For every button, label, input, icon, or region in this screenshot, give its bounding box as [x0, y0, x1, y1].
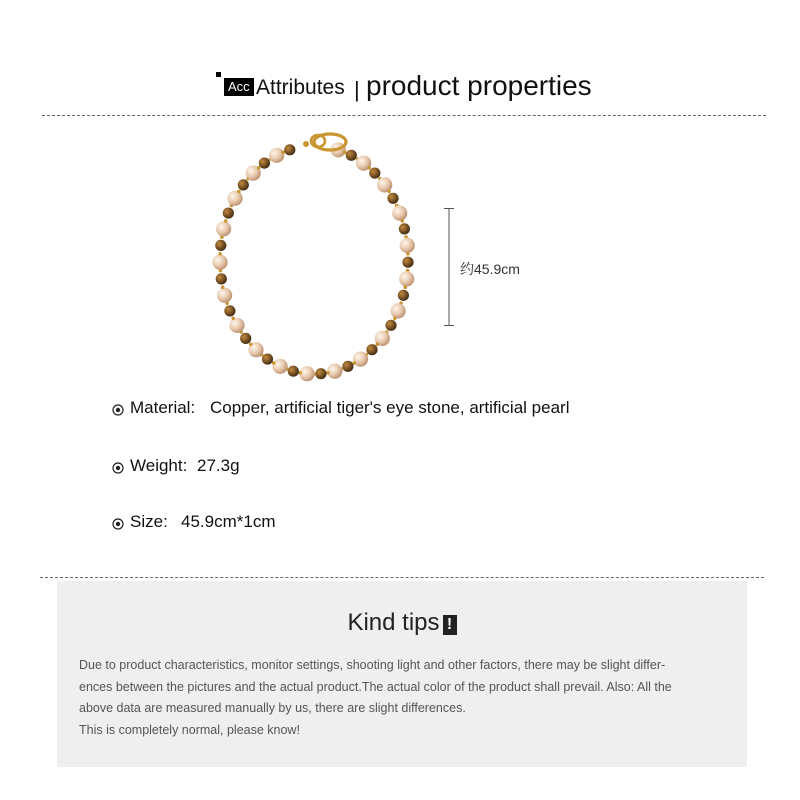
spec-row-size: [112, 512, 312, 538]
gold-spacer-bead: [257, 166, 261, 170]
spec-row-material: [112, 398, 572, 424]
tiger-eye-bead: [366, 344, 377, 355]
pearl-bead: [400, 238, 415, 253]
gold-spacer-bead: [224, 219, 228, 223]
pearl-bead: [212, 255, 227, 270]
tiger-eye-bead: [262, 354, 273, 365]
section-header: [0, 68, 800, 108]
tiger-eye-bead: [224, 305, 235, 316]
gold-spacer-bead: [401, 219, 405, 223]
gold-spacer-bead: [272, 361, 276, 365]
gold-spacer-bead: [406, 252, 410, 256]
page-title: product properties: [366, 70, 592, 101]
tiger-eye-bead: [259, 158, 270, 169]
gold-spacer-bead: [376, 343, 380, 347]
tiger-eye-bead: [216, 273, 227, 284]
gold-spacer-bead: [404, 285, 408, 289]
gold-spacer-bead: [393, 317, 397, 321]
target-bullet-icon: [112, 404, 124, 416]
gold-spacer-bead: [326, 371, 330, 375]
pearl-bead: [269, 148, 284, 163]
pearl-bead: [399, 271, 414, 286]
pearl-bead: [217, 288, 232, 303]
tiger-eye-bead: [315, 368, 326, 379]
spec-value: Copper, artificial tiger's eye stone, artificial pearl: [210, 398, 570, 417]
length-measure-line: [440, 208, 460, 326]
tiger-eye-bead: [402, 257, 413, 268]
pearl-bead: [392, 206, 407, 221]
bottom-divider: [40, 577, 764, 578]
tiger-eye-bead: [284, 144, 295, 155]
tiger-eye-bead: [288, 366, 299, 377]
gold-spacer-bead: [221, 285, 225, 289]
spec-key: Weight:: [130, 456, 188, 475]
spec-value: 45.9cm*1cm: [181, 512, 276, 531]
header-separator: |: [354, 77, 360, 102]
kind-tips-body: [79, 655, 739, 741]
gold-spacer-bead: [237, 190, 241, 194]
tiger-eye-bead: [387, 193, 398, 204]
pearl-bead: [327, 364, 342, 379]
kind-tips-title: [57, 609, 747, 637]
gold-spacer-bead: [387, 190, 391, 194]
tips-line: ences between the pictures and the actual product.The actual color of the product shall prevail. Also: All the: [79, 679, 672, 694]
length-measure-text: 约45.9cm: [460, 261, 520, 277]
tiger-eye-bead: [342, 361, 353, 372]
gold-spacer-bead: [231, 317, 235, 321]
gold-spacer-bead: [249, 343, 253, 347]
spec-key: Size:: [130, 512, 168, 531]
tiger-eye-bead: [385, 320, 396, 331]
spec-key: Material:: [130, 398, 196, 417]
header-badge: Acc: [224, 78, 254, 96]
tiger-eye-bead: [369, 168, 380, 179]
pearl-bead: [391, 303, 406, 318]
tips-line: above data are measured manually by us, there are slight differences.: [79, 701, 466, 715]
clasp: [303, 134, 346, 150]
tiger-eye-bead: [215, 240, 226, 251]
spec-value: 27.3g: [197, 456, 240, 475]
gold-spacer-bead: [218, 252, 222, 256]
tiger-eye-bead: [346, 150, 357, 161]
gold-spacer-bead: [368, 166, 372, 170]
gold-spacer-bead: [298, 371, 302, 375]
header-attributes-label: Attributes: [256, 76, 345, 99]
pearl-bead: [216, 221, 231, 236]
tiger-eye-bead: [223, 208, 234, 219]
pearl-bead: [229, 318, 244, 333]
top-divider: [42, 115, 766, 116]
kind-tips-panel: [57, 581, 747, 767]
tips-line: This is completely normal, please know!: [79, 722, 300, 737]
tiger-eye-bead: [398, 290, 409, 301]
target-bullet-icon: [112, 462, 124, 474]
badge-dot: [216, 72, 221, 77]
necklace-image: [196, 126, 432, 390]
pearl-bead: [227, 191, 242, 206]
tiger-eye-bead: [399, 223, 410, 234]
kind-tips-title-text: Kind tips: [347, 609, 440, 636]
spec-row-weight: [112, 456, 312, 482]
exclamation-icon: !: [443, 615, 457, 635]
tips-line: Due to product characteristics, monitor settings, shooting light and other factors, there may be slight differ-: [79, 658, 666, 672]
tiger-eye-bead: [238, 179, 249, 190]
pearl-bead: [273, 359, 288, 374]
tiger-eye-bead: [240, 333, 251, 344]
target-bullet-icon: [112, 518, 124, 530]
pearl-bead: [300, 366, 315, 381]
